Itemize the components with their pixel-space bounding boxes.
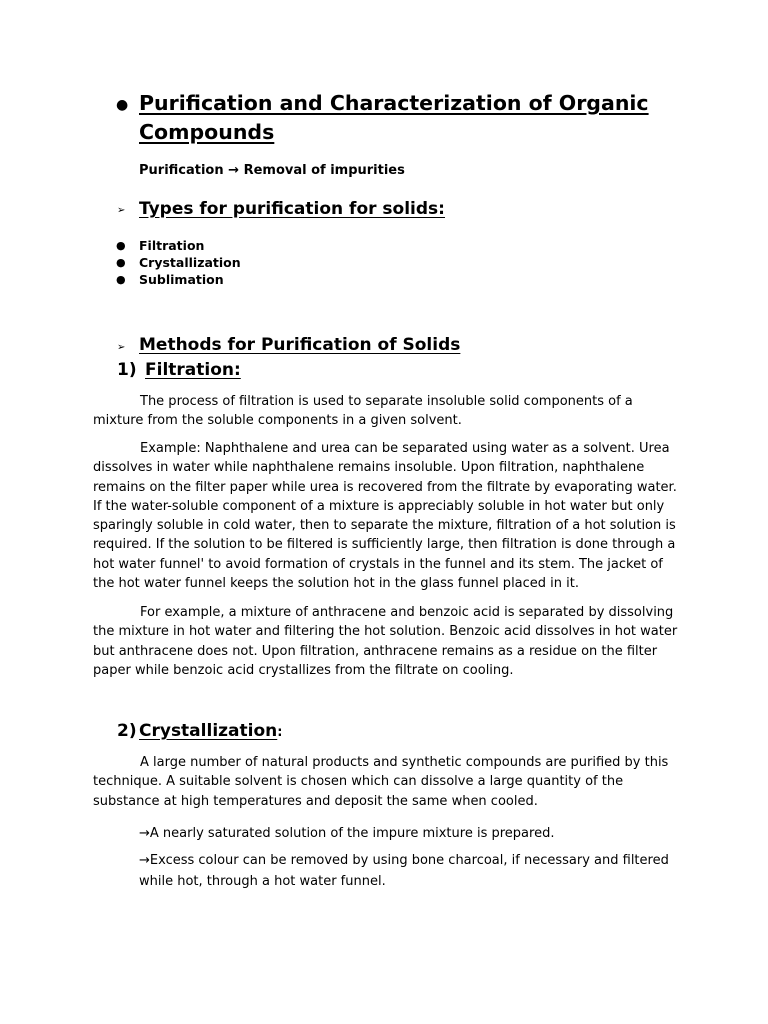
crystallization-heading-block <box>139 720 282 744</box>
bullet-icon: ● <box>116 273 126 286</box>
filtration-example-paragraph: Example: Naphthalene and urea can be separated using water as a solvent. Urea dissolves in water while naphthalene remains insoluble. Upon filtration, naphthalene remains on the filter paper while urea is recovered from the filtrate by evaporating water. If the water-soluble component of a mixture is appreciably soluble in hot water but only sparingly soluble in cold water, then to separate the mixture, filtration of a hot solution is required. If the solution to be filtered is sufficiently large, then filtration is done through a hot water funnel' to avoid formation of crystals in the funnel and its stem. The jacket of the hot water funnel keeps the solution hot in the glass funnel placed in it. <box>93 441 677 592</box>
page-title: Purification and Characterization of Organic Compounds <box>139 91 649 144</box>
crystallization-step: →Excess colour can be removed by using bone charcoal, if necessary and filtered while hot, through a hot water funnel. <box>139 853 669 889</box>
subtitle: Purification → Removal of impurities <box>139 163 405 178</box>
section-number: 2) <box>117 721 137 741</box>
section-number: 1) <box>117 360 137 380</box>
bullet-icon: ● <box>116 97 129 113</box>
list-item <box>116 254 416 271</box>
list-item-label: Sublimation <box>139 272 224 287</box>
list-item <box>116 237 416 254</box>
filtration-heading: Filtration: <box>145 360 241 380</box>
list-item-label: Filtration <box>139 238 205 253</box>
heading-colon: : <box>277 725 283 740</box>
types-heading: Types for purification for solids: <box>139 199 445 219</box>
arrow-bullet-icon: ➢ <box>117 205 126 216</box>
bullet-icon: ● <box>116 239 126 252</box>
filtration-second-example-paragraph: For example, a mixture of anthracene and benzoic acid is separated by dissolving the mixture in hot water and filtering the hot solution. Benzoic acid dissolves in hot water but anthracene does not. Upon filtration, anthracene remains as a residue on the filter paper while benzoic acid crystallizes from the filtrate on cooling. <box>93 605 678 678</box>
crystallization-paragraph: A large number of natural products and synthetic compounds are purified by this technique. A suitable solvent is chosen which can dissolve a large quantity of the substance at high temperatures and deposit the same when cooled. <box>93 755 669 809</box>
crystallization-heading: Crystallization <box>139 721 278 741</box>
list-item-label: Crystallization <box>139 255 241 270</box>
methods-heading: Methods for Purification of Solids <box>139 335 461 355</box>
list-item <box>116 271 416 288</box>
arrow-bullet-icon: ➢ <box>117 342 126 353</box>
filtration-paragraph: The process of filtration is used to separate insoluble solid components of a mixture from the soluble components in a given solvent. <box>93 394 633 429</box>
types-list <box>116 237 416 288</box>
crystallization-step: →A nearly saturated solution of the impure mixture is prepared. <box>139 826 555 841</box>
bullet-icon: ● <box>116 256 126 269</box>
